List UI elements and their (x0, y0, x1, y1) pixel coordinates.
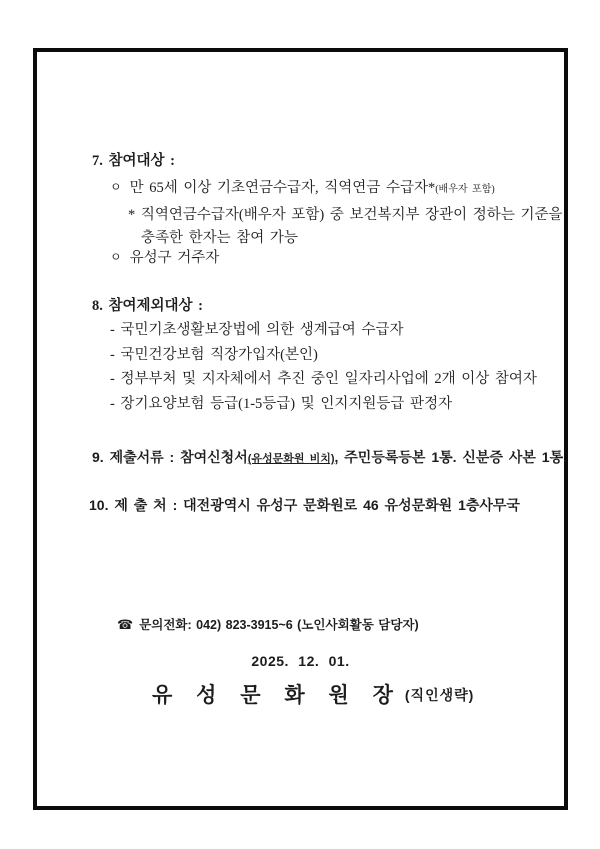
signature-seal-note: (직인생략) (404, 687, 475, 703)
section7-note-line2: 충족한 한자는 참여 가능 (141, 230, 298, 246)
section8-item-2: - 국민건강보험 직장가입자(본인) (110, 347, 318, 363)
section7-item-pension-small: (배우자 포함) (435, 184, 495, 195)
section7-item-pension-text: 만 65세 이상 기초연금수급자, 직역연금 수급자* (129, 180, 436, 196)
section9-suffix: , 주민등록등본 1통. 신분증 사본 1통. (334, 449, 568, 465)
document-date: 2025. 12. 01. (251, 653, 350, 669)
circle-bullet-icon: ㅇ (110, 180, 122, 194)
contact-phone-line (117, 617, 419, 633)
circle-bullet-icon: ㅇ (110, 250, 122, 264)
section7-item-resident (110, 250, 219, 267)
section8-item-4: - 장기요양보험 등급(1-5등급) 및 인지지원등급 판정자 (110, 396, 453, 412)
signature-title: 유 성 문 화 원 장 (152, 684, 401, 707)
section8-item-3: - 정부부처 및 지자체에서 추진 중인 일자리사업에 2개 이상 참여자 (110, 371, 537, 387)
signature-line (152, 683, 474, 708)
section7-item-pension (110, 180, 495, 197)
section7-note-line1: * 직역연금수급자(배우자 포함) 중 보건복지부 장관이 정하는 기준을 (128, 207, 563, 223)
section8-heading: 8. 참여제외대상 : (92, 298, 203, 314)
section10-line: 10. 제 출 처 : 대전광역시 유성구 문화원로 46 유성문화원 1층사무국 (89, 497, 520, 513)
contact-phone-text: 문의전화: 042) 823-3915~6 (노인사회활동 담당자) (139, 618, 419, 632)
section8-item-1: - 국민기초생활보장법에 의한 생계급여 수급자 (110, 322, 404, 338)
section9-prefix: 9. 제출서류 : 참여신청서 (92, 449, 248, 465)
telephone-icon: ☎ (117, 617, 134, 632)
section9-underlined-small: (유성문화원 비치) (247, 453, 335, 465)
section7-item-resident-text: 유성구 거주자 (129, 250, 220, 266)
section9-line (92, 449, 567, 466)
section7-heading: 7. 참여대상 : (92, 153, 175, 169)
